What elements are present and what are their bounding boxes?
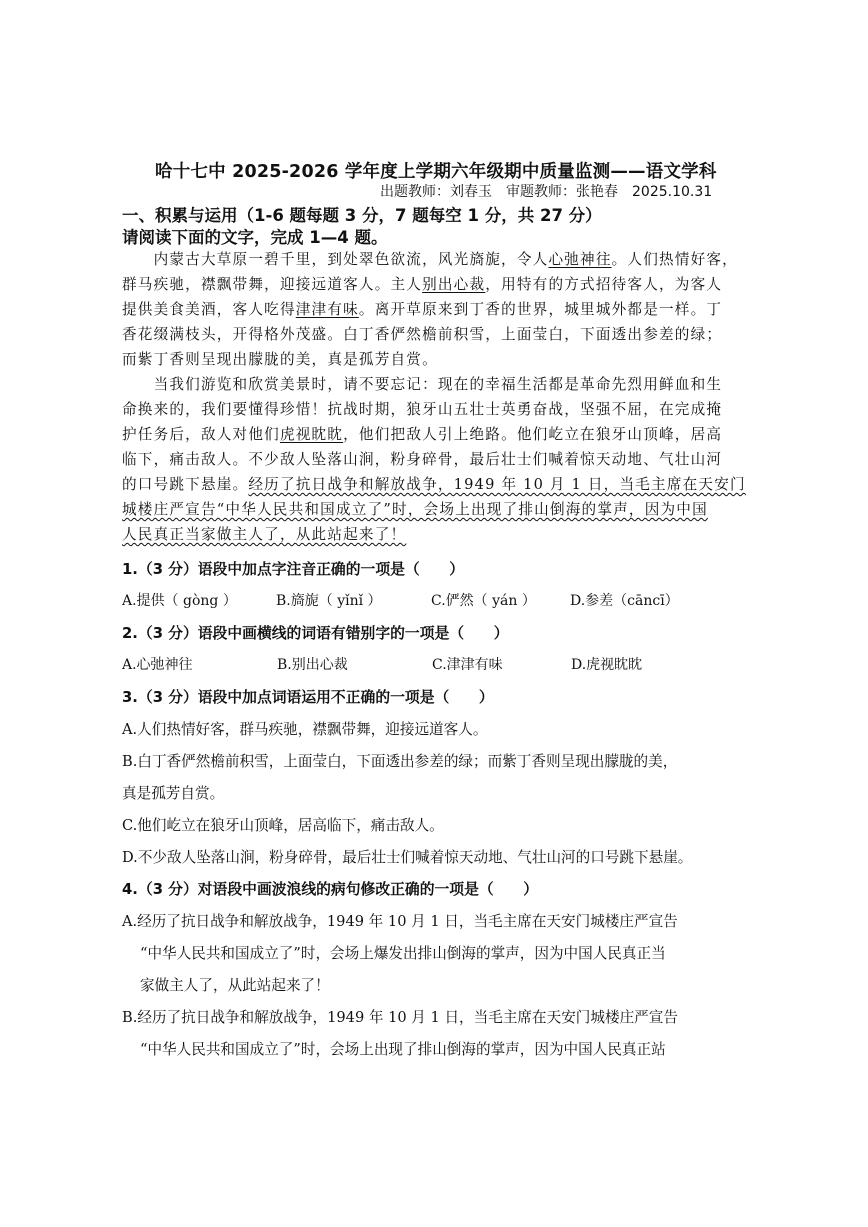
question-2-options (122, 654, 642, 674)
option-d: D.参差（cāncī） (570, 593, 679, 609)
option-a-continued: “中华人民共和国成立了”时，会场上爆发出排山倒海的掌声，因为中国人民真正当 (140, 945, 666, 962)
passage-line (122, 522, 752, 547)
underlined-word: 别出心裁 (422, 276, 486, 293)
passage-line: 护任务后，敌人对他们虎视眈眈，他们把敌人引上绝路。他们屹立在狼牙山顶峰，居高 (122, 426, 723, 443)
option-d: D.不少敌人坠落山涧，粉身碎骨，最后壮士们喊着惊天动地、气壮山河的口号跳下悬崖。 (122, 849, 693, 866)
option-a-continued: 家做主人了，从此站起来了！ (140, 977, 330, 994)
option-a: A.经历了抗日战争和解放战争，1949 年 10 月 1 日，当毛主席在天安门城楼庄严宣告 (122, 913, 678, 930)
option-b: B.旖旎（ yǐnǐ ） (276, 593, 382, 609)
reading-instruction: 请阅读下面的文字，完成 1—4 题。 (122, 228, 388, 247)
passage-line (122, 497, 752, 522)
underlined-word: 津津有味 (295, 301, 359, 318)
question-1-options (122, 590, 679, 610)
option-c: C.他们屹立在狼牙山顶峰，居高临下，痛击敌人。 (122, 817, 444, 834)
option-a: A.人们热情好客，群马疾驰，襟飘带舞，迎接远道客人。 (122, 721, 488, 738)
reading-passage (122, 247, 752, 547)
exam-date: 2025.10.31 (632, 184, 713, 200)
option-b-continued: 真是孤芳自赏。 (122, 785, 225, 802)
exam-title: 哈十七中 2025-2026 学年度上学期六年级期中质量监测——语文学科 (155, 162, 717, 182)
exam-subtitle (380, 181, 712, 201)
passage-line: 香花缀满枝头，开得格外茂盛。白丁香俨然檐前积雪，上面莹白，下面透出参差的绿； (122, 326, 723, 343)
option-c: C.俨然（ yán ） (431, 593, 536, 609)
option-b-continued: “中华人民共和国成立了”时，会场上出现了排山倒海的掌声，因为中国人民真正站 (140, 1041, 666, 1058)
passage-line: 提供美食美酒，客人吃得津津有味。离开草原来到丁香的世界，城里城外都是一样。丁 (122, 301, 723, 318)
option-c: C.津津有味 (432, 657, 503, 673)
wavy-sentence: 人民真正当家做主人了，从此站起来了！ (122, 526, 407, 543)
reviewer-teacher: 审题教师：张艳春 (506, 184, 618, 200)
question-2-stem: 2.（3 分）语段中画横线的词语有错别字的一项是（ ） (122, 625, 509, 642)
passage-line: 命换来的，我们要懂得珍惜！抗战时期，狼牙山五壮士英勇奋战，坚强不屈，在完成掩 (122, 401, 723, 418)
underlined-word: 心弛神往 (548, 251, 612, 268)
passage-line: 而紫丁香则呈现出朦胧的美，真是孤芳自赏。 (122, 351, 438, 368)
question-1-stem: 1.（3 分）语段中加点字注音正确的一项是（ ） (122, 561, 465, 578)
setter-teacher: 出题教师：刘春玉 (380, 184, 492, 200)
option-a: A.提供（ gòng ） (122, 593, 237, 609)
wavy-sentence: 经历了抗日战争和解放战争，1949 年 10 月 1 日，当毛主席在天安门 (248, 476, 746, 493)
question-3-stem: 3.（3 分）语段中加点词语运用不正确的一项是（ ） (122, 689, 494, 706)
section-heading: 一、积累与运用（1-6 题每题 3 分，7 题每空 1 分，共 27 分） (122, 206, 602, 225)
option-b: B.经历了抗日战争和解放战争，1949 年 10 月 1 日，当毛主席在天安门城楼庄严宣告 (122, 1009, 678, 1026)
passage-line: 群马疾驰，襟飘带舞，迎接远道客人。主人别出心裁，用特有的方式招待客人，为客人 (122, 276, 723, 293)
passage-line: 当我们游览和欣赏美景时，请不要忘记：现在的幸福生活都是革命先烈用鲜血和生 (122, 376, 723, 393)
option-b: B.白丁香俨然檐前积雪，上面莹白，下面透出参差的绿；而紫丁香则呈现出朦胧的美， (122, 753, 678, 770)
underlined-word: 虎视眈眈 (279, 426, 344, 443)
passage-line: 的口号跳下悬崖。经历了抗日战争和解放战争，1949 年 10 月 1 日，当毛主席在天安门 (122, 476, 746, 493)
question-4-stem: 4.（3 分）对语段中画波浪线的病句修改正确的一项是（ ） (122, 881, 539, 898)
passage-line: 临下，痛击敌人。不少敌人坠落山涧，粉身碎骨，最后壮士们喊着惊天动地、气壮山河 (122, 451, 723, 468)
option-b: B.别出心裁 (277, 657, 348, 673)
passage-line: 内蒙古大草原一碧千里，到处翠色欲流，风光旖旎，令人心弛神往。人们热情好客， (122, 251, 738, 268)
wavy-sentence: 城楼庄严宣告“中华人民共和国成立了”时，会场上出现了排山倒海的掌声，因为中国 (122, 501, 708, 518)
option-d: D.虎视眈眈 (571, 657, 643, 673)
option-a: A.心弛神往 (122, 657, 193, 673)
